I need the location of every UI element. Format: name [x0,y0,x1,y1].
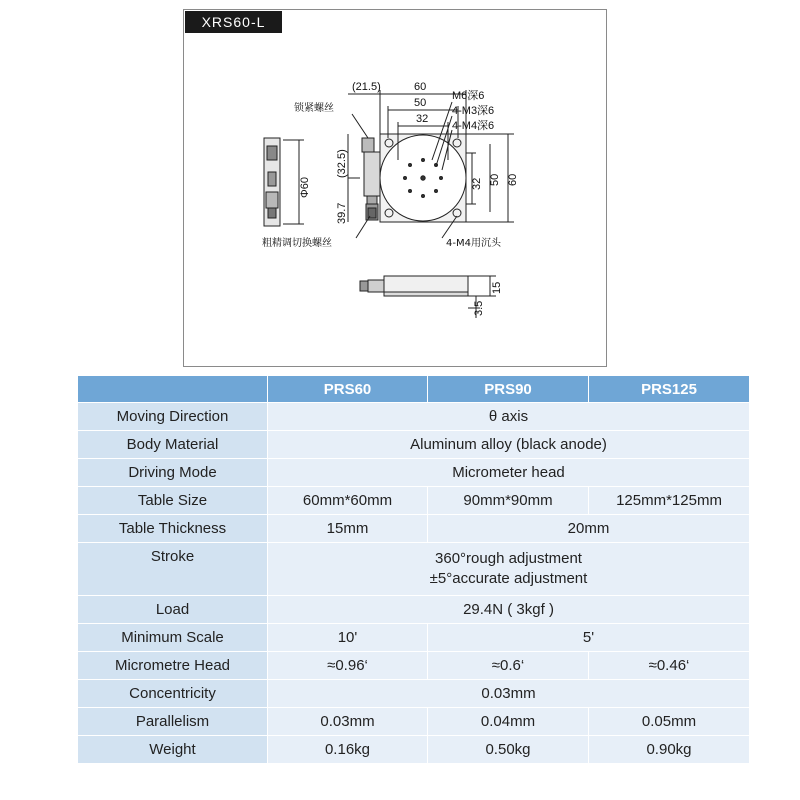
value-stroke [268,543,750,596]
row-minimum-scale [78,624,750,652]
value-stroke-line2: ±5°accurate adjustment [429,570,588,587]
dim-50-top: 50 [414,97,427,109]
value-parallelism-prs60: 0.03mm [268,708,428,736]
value-weight-prs60: 0.16kg [268,736,428,764]
value-micrometre-head-prs90: ≈0.6‘ [428,652,589,680]
label-parallelism: Parallelism [78,708,268,736]
dim-60-top: 60 [414,81,427,93]
row-driving-mode [78,459,750,487]
value-parallelism-prs125: 0.05mm [589,708,750,736]
callout-coarse-fine: 粗精调切换螺丝 [262,238,332,249]
label-driving-mode: Driving Mode [78,459,268,487]
value-minimum-scale-prs60: 10' [268,624,428,652]
row-load [78,596,750,624]
value-parallelism-prs90: 0.04mm [428,708,589,736]
row-micrometre-head [78,652,750,680]
header-prs90: PRS90 [428,376,589,403]
value-body-material: Aluminum alloy (black anode) [268,431,750,459]
row-concentricity [78,680,750,708]
dim-32-top: 32 [416,113,429,125]
dim-32-5: (32.5) [336,149,348,178]
label-stroke: Stroke [78,543,268,596]
header-corner [78,376,268,403]
value-weight-prs90: 0.50kg [428,736,589,764]
label-table-size: Table Size [78,487,268,515]
header-prs60: PRS60 [268,376,428,403]
dim-50-right: 50 [489,173,501,186]
row-table-size [78,487,750,515]
top-view [380,134,466,222]
value-table-size-prs90: 90mm*90mm [428,487,589,515]
value-load: 29.4N ( 3kgf ) [268,596,750,624]
callout-m4-countersunk: 4-M4用沉头 [446,238,501,249]
callout-m4: 4-M4深6 [452,120,495,132]
label-body-material: Body Material [78,431,268,459]
label-weight: Weight [78,736,268,764]
dim-15: 15 [491,281,503,294]
row-table-thickness [78,515,750,543]
drawing-svg [184,10,606,366]
label-load: Load [78,596,268,624]
row-weight [78,736,750,764]
row-moving-direction [78,403,750,431]
micrometer [362,138,380,220]
label-table-thickness: Table Thickness [78,515,268,543]
callout-m6: M6深6 [452,90,485,102]
spec-table [78,376,750,764]
header-row [78,376,750,403]
dim-39-7: 39.7 [336,202,348,224]
technical-drawing [183,9,607,367]
value-table-thickness-prs90-125: 20mm [428,515,750,543]
value-stroke-line1: 360°rough adjustment [435,550,582,567]
value-driving-mode: Micrometer head [268,459,750,487]
label-concentricity: Concentricity [78,680,268,708]
callout-m3: 4-M3深6 [452,105,495,117]
dim-3-5: 3.5 [473,300,485,316]
dim-60-right: 60 [507,173,519,186]
value-micrometre-head-prs60: ≈0.96‘ [268,652,428,680]
value-weight-prs125: 0.90kg [589,736,750,764]
label-micrometre-head: Micrometre Head [78,652,268,680]
side-view [264,138,304,226]
row-body-material [78,431,750,459]
value-concentricity: 0.03mm [268,680,750,708]
dim-21-5: (21.5) [352,81,381,93]
value-table-size-prs60: 60mm*60mm [268,487,428,515]
dim-phi60: Φ60 [299,176,311,198]
row-parallelism [78,708,750,736]
label-minimum-scale: Minimum Scale [78,624,268,652]
callout-lock-screw: 锁紧螺丝 [294,103,334,114]
value-moving-direction: θ axis [268,403,750,431]
value-micrometre-head-prs125: ≈0.46‘ [589,652,750,680]
value-table-thickness-prs60: 15mm [268,515,428,543]
dim-32-right: 32 [471,177,483,190]
header-prs125: PRS125 [589,376,750,403]
row-stroke [78,543,750,596]
label-moving-direction: Moving Direction [78,403,268,431]
value-minimum-scale-prs90-125: 5' [428,624,750,652]
value-table-size-prs125: 125mm*125mm [589,487,750,515]
model-tag: XRS60-L [185,11,282,33]
